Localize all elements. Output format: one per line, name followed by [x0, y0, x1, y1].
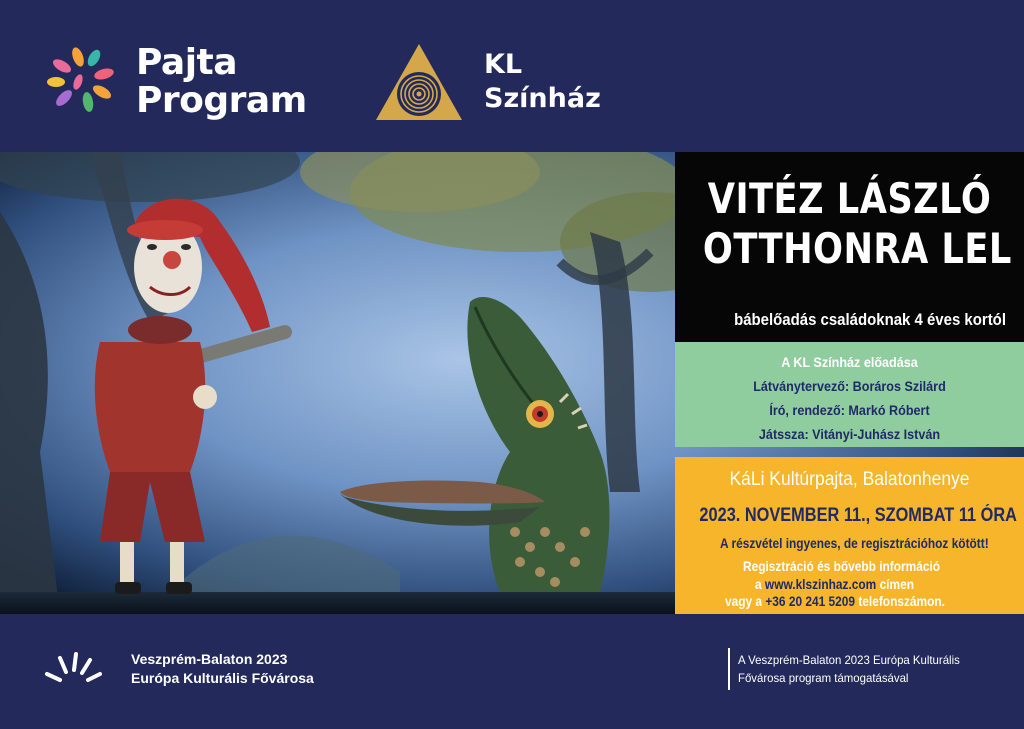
credit-designer: Látványtervező: Boráros Szilárd: [753, 378, 946, 394]
credit-director: Író, rendező: Markó Róbert: [769, 402, 930, 418]
credits-panel: [675, 342, 1024, 447]
event-info-panel: [675, 457, 1024, 614]
phone-number[interactable]: +36 20 241 5209: [765, 593, 856, 609]
website-suffix: címen: [876, 576, 914, 592]
pajta-line2: Program: [136, 80, 307, 121]
footer-right-line1: A Veszprém-Balaton 2023 Európa Kulturális: [738, 653, 960, 667]
header: [0, 0, 1024, 152]
capital-of-culture-label: [131, 650, 314, 688]
footer-divider: [728, 648, 730, 690]
kl-szinhaz-wordmark: [484, 48, 601, 116]
kl-line2: Színház: [484, 83, 601, 114]
pajta-program-wordmark: [136, 44, 307, 120]
show-subtitle: bábelőadás családoknak 4 éves kortól: [734, 310, 1006, 329]
footer-right-line2: Fővárosa program támogatásával: [738, 671, 909, 685]
triangle-spiral-logo-icon: [374, 42, 464, 122]
show-title-line2: OTTHONRA LEL: [702, 224, 1012, 273]
sponsorship-note: [738, 651, 960, 687]
phone-line: [725, 593, 945, 609]
veszprem-burst-logo-icon: [44, 650, 104, 690]
website-prefix: a: [755, 576, 765, 592]
registration-heading: Regisztráció és bővebb információ: [743, 558, 941, 574]
credit-performer: Játssza: Vitányi-Juhász István: [758, 426, 941, 442]
show-title-line1: VITÉZ LÁSZLÓ: [707, 174, 992, 223]
event-venue: KáLi Kultúrpajta, Balatonhenye: [729, 469, 970, 490]
website-line: [755, 576, 914, 592]
phone-prefix: vagy a: [725, 593, 766, 609]
pajta-flower-logo-icon: [44, 44, 116, 116]
pajta-line1: Pajta: [136, 42, 238, 83]
footer: [0, 614, 1024, 729]
free-entry-note: A részvétel ingyenes, de regisztrációhoz kötött!: [720, 535, 989, 551]
footer-left-line1: Veszprém-Balaton 2023: [131, 651, 288, 667]
footer-left-line2: Európa Kulturális Fővárosa: [131, 670, 314, 686]
event-date: 2023. NOVEMBER 11., SZOMBAT 11 ÓRA: [699, 505, 1017, 526]
phone-suffix: telefonszámon.: [855, 593, 945, 609]
credits-heading: A KL Színház előadása: [781, 354, 918, 370]
website-link[interactable]: www.klszinhaz.com: [764, 576, 877, 592]
title-panel: [675, 152, 1024, 342]
kl-line1: KL: [484, 49, 523, 80]
